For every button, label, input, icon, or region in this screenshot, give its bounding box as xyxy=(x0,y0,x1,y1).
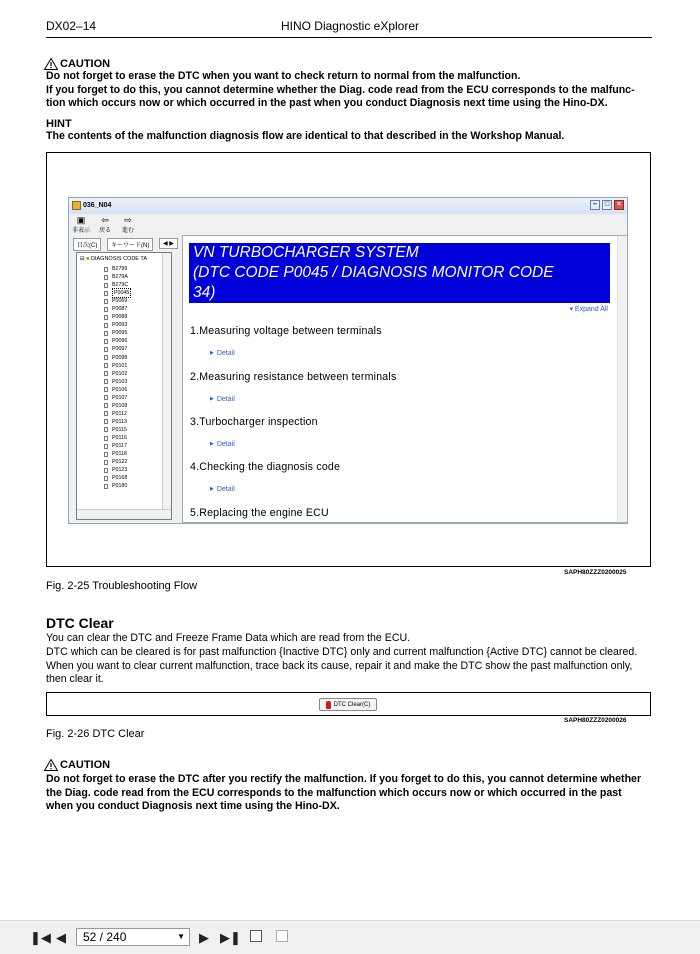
window-titlebar: 036_N04 – □ × xyxy=(69,198,627,214)
two-page-view-icon[interactable] xyxy=(276,930,288,942)
tree-horizontal-scrollbar xyxy=(77,509,171,519)
forward-toolbar-button: ⇨ 進む xyxy=(122,215,135,234)
tree-item xyxy=(104,418,131,426)
tree-item xyxy=(104,458,131,466)
dtc-clear-button: DTC Clear(C) xyxy=(319,698,377,711)
tree-item xyxy=(104,474,131,482)
viewer-toolbar xyxy=(0,920,700,954)
tree-item xyxy=(104,313,131,321)
tree-item-label: P0116 xyxy=(112,435,127,441)
caution-heading: CAUTION xyxy=(44,58,110,70)
forward-arrow-icon: ⇨ xyxy=(124,215,132,225)
document-icon xyxy=(104,387,108,392)
section-paragraph: You can clear the DTC and Freeze Frame Data which are read from the ECU. xyxy=(46,632,411,644)
minimize-icon: – xyxy=(590,200,600,210)
next-page-icon[interactable]: ▶ xyxy=(199,930,209,945)
tree-item-label: P0101 xyxy=(112,362,128,369)
document-icon xyxy=(104,299,108,304)
detail-link: ▶ Detail xyxy=(210,441,235,448)
document-icon xyxy=(104,323,108,328)
hint-heading: HINT xyxy=(46,118,72,130)
tree-item-label: P0098 xyxy=(112,354,128,361)
document-icon xyxy=(104,315,108,320)
tree-item-label: P0097 xyxy=(112,346,128,353)
hide-toolbar-button: ▣ 非表示 xyxy=(72,215,91,234)
step-title: 1.Measuring voltage between terminals xyxy=(190,325,382,337)
tree-item xyxy=(104,345,131,353)
tree-item-label: P0103 xyxy=(112,378,128,385)
step-title: 4.Checking the diagnosis code xyxy=(190,461,341,473)
tree-item xyxy=(104,482,131,490)
document-icon xyxy=(104,444,108,449)
step-title: 5.Replacing the engine ECU xyxy=(190,507,329,519)
chevron-down-icon: ▾ xyxy=(569,306,573,313)
caution-text: Do not forget to erase the DTC when you want to check return to normal from the malfunction. If you forget to do this, you cannot determine whether the Diag. code read from the ECU corresponds to the malfunc- tion which occurs now or which occurred in the past when you conduct Diagnosis next time using the Hino-DX. xyxy=(46,70,635,109)
tree-item xyxy=(104,337,131,345)
tree-item xyxy=(104,265,131,273)
tree-vertical-scrollbar xyxy=(162,253,171,511)
tree-item xyxy=(104,386,131,394)
tree-item xyxy=(104,370,131,378)
tree-item xyxy=(104,410,131,418)
close-icon: × xyxy=(614,200,624,210)
detail-link: ▶ Detail xyxy=(210,396,235,403)
tree-item xyxy=(104,394,131,402)
tree-item-label: P0087 xyxy=(112,306,128,313)
header-rule xyxy=(46,37,652,38)
help-window-screenshot xyxy=(68,197,628,524)
tree-items xyxy=(104,265,131,490)
tree-item-label: P0088 xyxy=(112,314,128,321)
window-toolbar xyxy=(69,214,627,236)
tree-item xyxy=(104,426,131,434)
tree-item xyxy=(104,305,131,313)
tree-item-label: P0102 xyxy=(112,370,128,377)
tree-item-label: P0107 xyxy=(112,394,128,401)
figure-frame xyxy=(46,692,651,716)
tab-contents: 目次(C) xyxy=(73,238,101,251)
tree-item xyxy=(104,402,131,410)
warning-icon xyxy=(44,58,58,70)
document-icon xyxy=(104,275,108,280)
tree-item-label: B2799 xyxy=(112,266,128,273)
document-icon xyxy=(104,484,108,489)
page-number-field[interactable]: 52 / 240 ▼ xyxy=(76,928,190,946)
expand-all-link: ▾ Expand All xyxy=(569,306,608,313)
document-icon xyxy=(104,419,108,424)
document-icon xyxy=(104,355,108,360)
document-icon xyxy=(104,427,108,432)
tree-item-label: P0122 xyxy=(112,459,128,466)
section-paragraph: DTC which can be cleared is for past malfunction {Inactive DTC} only and current malfunction {Active DTC} cannot be cleared. When you want to clear current malfunction, trace back its cause, repair it and make the DTC show the past malfunction only, then clear it. xyxy=(46,646,638,685)
figure-code: SAPH80ZZZ0200026 xyxy=(564,717,627,724)
tree-item-label: P0069 xyxy=(112,298,128,305)
system-banner: VN TURBOCHARGER SYSTEM (DTC CODE P0045 / DIAGNOSIS MONITOR CODE 34) xyxy=(189,243,610,303)
header-section-code: DX02–14 xyxy=(46,19,97,33)
rotate-page-icon[interactable] xyxy=(250,930,262,942)
document-icon xyxy=(104,371,108,376)
section-title: DTC Clear xyxy=(46,615,114,631)
tree-item-label: P0112 xyxy=(112,410,127,417)
document-icon xyxy=(104,476,108,481)
document-icon xyxy=(104,436,108,441)
first-page-icon[interactable]: ❚◀ xyxy=(30,930,51,945)
document-icon xyxy=(104,347,108,352)
tree-item xyxy=(104,434,131,442)
tree-item-label: P0106 xyxy=(112,386,128,393)
tree-item-label: P0113 xyxy=(112,418,127,425)
tree-item xyxy=(104,289,131,297)
document-icon xyxy=(104,283,108,288)
eraser-icon xyxy=(326,701,331,709)
step-title: 2.Measuring resistance between terminals xyxy=(190,371,397,383)
tree-item xyxy=(104,362,131,370)
document-icon xyxy=(104,411,108,416)
document-icon xyxy=(104,291,108,296)
back-toolbar-button: ⇦ 戻る xyxy=(99,215,112,234)
figure-caption: Fig. 2-26 DTC Clear xyxy=(46,728,145,740)
tree-item-label: P0180 xyxy=(112,483,128,490)
document-icon xyxy=(104,403,108,408)
hint-text: The contents of the malfunction diagnosis flow are identical to that described in the Workshop Manual. xyxy=(46,130,565,142)
tab-keyword: キーワード(N) xyxy=(107,238,153,251)
tree-item-label: P0093 xyxy=(112,322,128,329)
maximize-icon: □ xyxy=(602,200,612,210)
tree-item xyxy=(104,329,131,337)
document-icon xyxy=(104,468,108,473)
tree-item-label: P0117 xyxy=(112,443,127,450)
figure-code: SAPH80ZZZ0200025 xyxy=(564,569,627,576)
document-icon xyxy=(104,379,108,384)
document-icon xyxy=(104,307,108,312)
app-icon xyxy=(72,201,81,210)
tree-item-label: P0108 xyxy=(112,402,128,409)
tree-item xyxy=(104,442,131,450)
tree-item xyxy=(104,354,131,362)
step-title: 3.Turbocharger inspection xyxy=(190,416,318,428)
tree-item-label: P0095 xyxy=(112,330,128,337)
tree-item-label: P0168 xyxy=(112,475,128,482)
detail-link: ▶ Detail xyxy=(210,350,235,357)
tree-item xyxy=(104,450,131,458)
tree-item xyxy=(104,466,131,474)
document-icon xyxy=(104,363,108,368)
last-page-icon[interactable]: ▶❚ xyxy=(220,930,241,945)
folder-icon: ■ xyxy=(86,256,90,262)
document-icon xyxy=(104,460,108,465)
previous-page-icon[interactable]: ◀ xyxy=(56,930,66,945)
caution-heading: CAUTION xyxy=(44,759,110,771)
detail-link: ▶ Detail xyxy=(210,486,235,493)
tree-root: ⊟ ■ DIAGNOSIS CODE TA xyxy=(80,256,148,262)
hide-pane-icon: ▣ xyxy=(76,215,86,225)
tree-item-label: B279A xyxy=(112,274,128,281)
tree-item-label: P0045 xyxy=(114,290,130,297)
tree-item-label: B279C xyxy=(112,282,129,289)
caution-text: Do not forget to erase the DTC after you rectify the malfunction. If you forget to do this, you cannot determine whether the Diag. code read from the ECU corresponds to the malfunction which occurs now or which occurred in the past when you conduct Diagnosis next time using the Hino-DX. xyxy=(46,773,642,812)
tree-item-label: P0096 xyxy=(112,338,128,345)
tree-item-label: P0118 xyxy=(112,451,127,458)
document-icon xyxy=(104,452,108,457)
tree-item xyxy=(104,378,131,386)
diagnosis-content-pane xyxy=(182,235,628,523)
tree-item-label: P0123 xyxy=(112,467,128,474)
tree-item xyxy=(104,321,131,329)
warning-icon xyxy=(44,759,58,771)
document-icon xyxy=(104,339,108,344)
tab-scroll-arrows: ◀ ▶ xyxy=(159,238,178,249)
dropdown-arrow-icon[interactable]: ▼ xyxy=(177,932,185,941)
tree-item xyxy=(104,273,131,281)
header-title: HINO Diagnostic eXplorer xyxy=(280,19,420,33)
diagnosis-code-tree xyxy=(76,252,172,520)
back-arrow-icon: ⇦ xyxy=(101,215,109,225)
content-vertical-scrollbar xyxy=(617,236,627,522)
tree-item xyxy=(104,297,131,305)
document-icon xyxy=(104,395,108,400)
document-icon xyxy=(104,267,108,272)
tree-item-label: P0115 xyxy=(112,426,127,433)
figure-caption: Fig. 2-25 Troubleshooting Flow xyxy=(46,580,198,592)
document-icon xyxy=(104,331,108,336)
